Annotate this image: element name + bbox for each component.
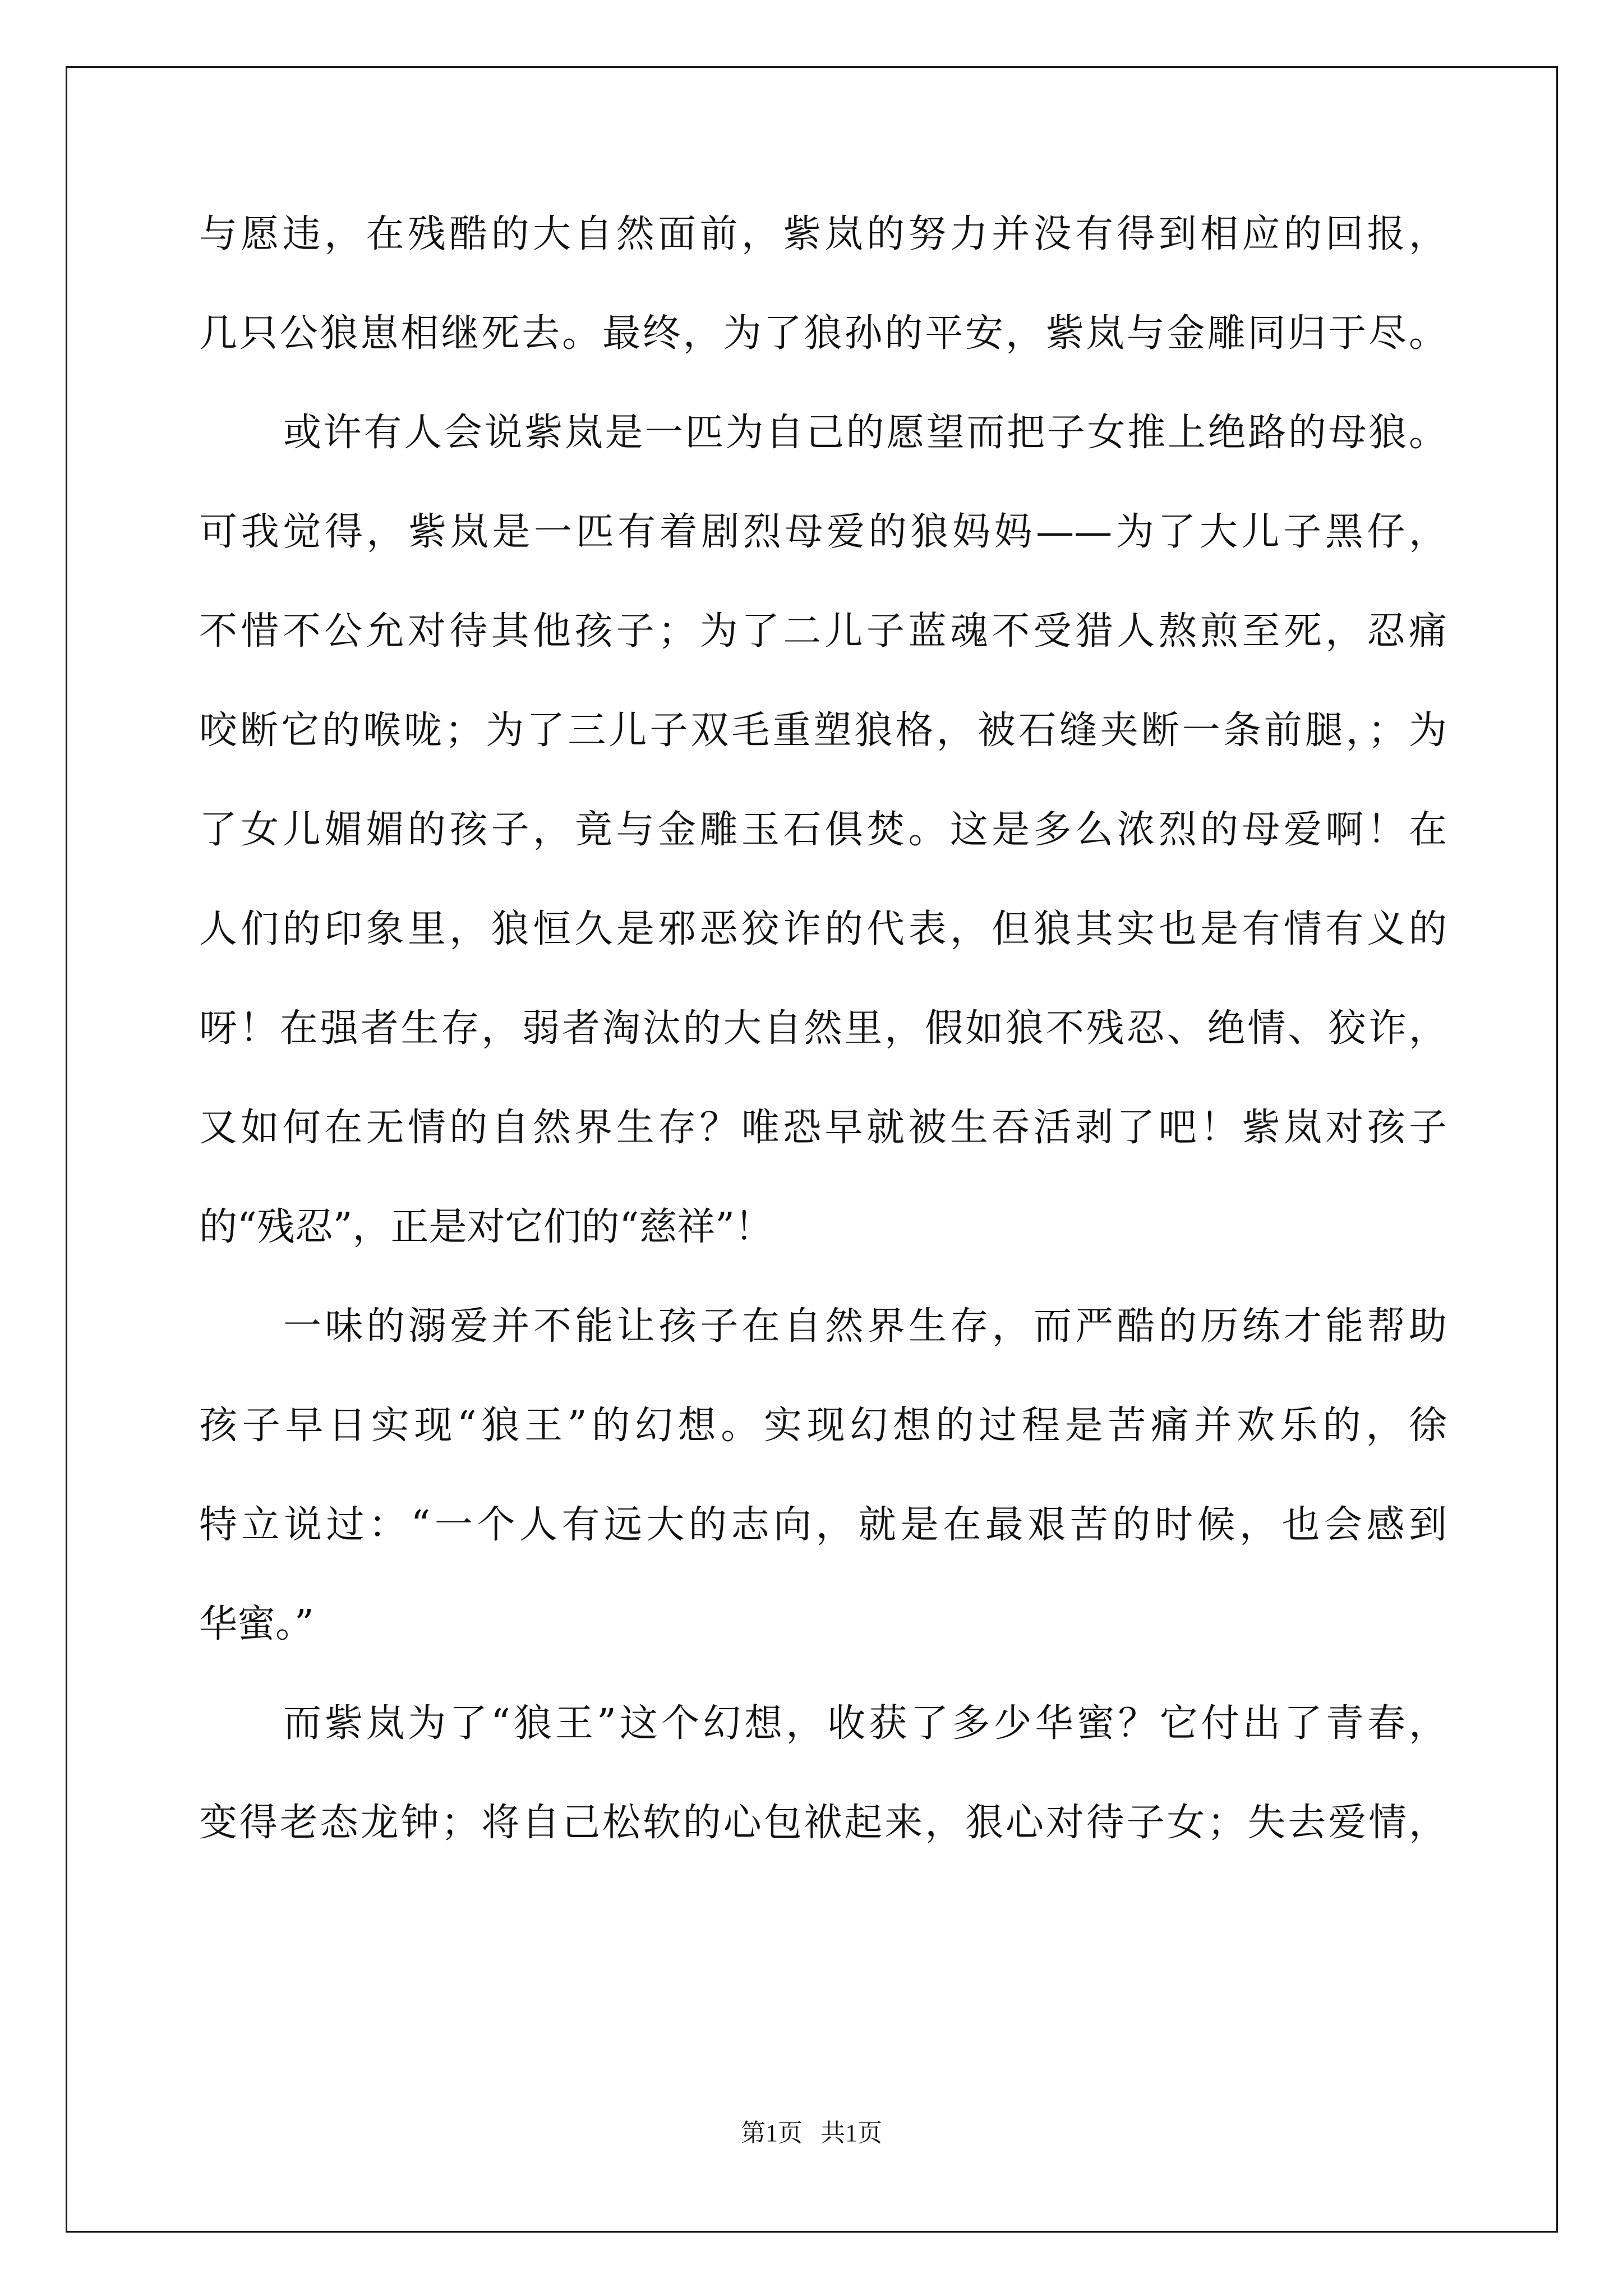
text-line: 特立说过：“一个人有远大的志向，就是在最艰苦的时候，也会感到	[199, 1503, 1447, 1547]
text-line: 又如何在无情的自然界生存？唯恐早就被生吞活剥了吧！紫岚对孩子	[199, 1106, 1447, 1150]
text-line: 可我觉得，紫岚是一匹有着剧烈母爱的狼妈妈——为了大儿子黑仔，	[199, 510, 1447, 554]
text-line: 与愿违，在残酷的大自然面前，紫岚的努力并没有得到相应的回报，	[199, 212, 1447, 256]
paragraph-first-line: 或许有人会说紫岚是一匹为自己的愿望而把子女推上绝路的母狼。	[283, 411, 1447, 455]
text-line: 了女儿媚媚的孩子，竟与金雕玉石俱焚。这是多么浓烈的母爱啊！在	[199, 808, 1447, 852]
text-line: 变得老态龙钟；将自己松软的心包袱起来，狠心对待子女；失去爱情，	[199, 1801, 1447, 1845]
paragraph-first-line: 而紫岚为了“狼王”这个幻想，收获了多少华蜜？它付出了青春，	[283, 1701, 1447, 1746]
text-line: 不惜不公允对待其他孩子；为了二儿子蓝魂不受猎人熬煎至死，忍痛	[199, 609, 1447, 654]
page-footer	[0, 2113, 1623, 2148]
text-line: 人们的印象里，狼恒久是邪恶狡诈的代表，但狼其实也是有情有义的	[199, 907, 1447, 951]
page-total: 共1页	[820, 2119, 882, 2147]
text-line: 呀！在强者生存，弱者淘汰的大自然里，假如狼不残忍、绝情、狡诈，	[199, 1006, 1447, 1051]
text-line: 孩子早日实现“狼王”的幻想。实现幻想的过程是苦痛并欢乐的，徐	[199, 1404, 1447, 1448]
paragraph-last-line: 的“残忍”，正是对它们的“慈祥”！	[199, 1205, 773, 1249]
text-line: 咬断它的喉咙；为了三儿子双毛重塑狼格，被石缝夹断一条前腿，；为	[199, 708, 1447, 753]
document-body	[199, 205, 1447, 1893]
text-line: 几只公狼崽相继死去。最终，为了狼孙的平安，紫岚与金雕同归于尽。	[199, 311, 1447, 356]
page-number: 第1页	[741, 2119, 803, 2147]
paragraph-first-line: 一味的溺爱并不能让孩子在自然界生存，而严酷的历练才能帮助	[283, 1304, 1447, 1349]
paragraph-last-line: 华蜜。”	[199, 1602, 314, 1646]
